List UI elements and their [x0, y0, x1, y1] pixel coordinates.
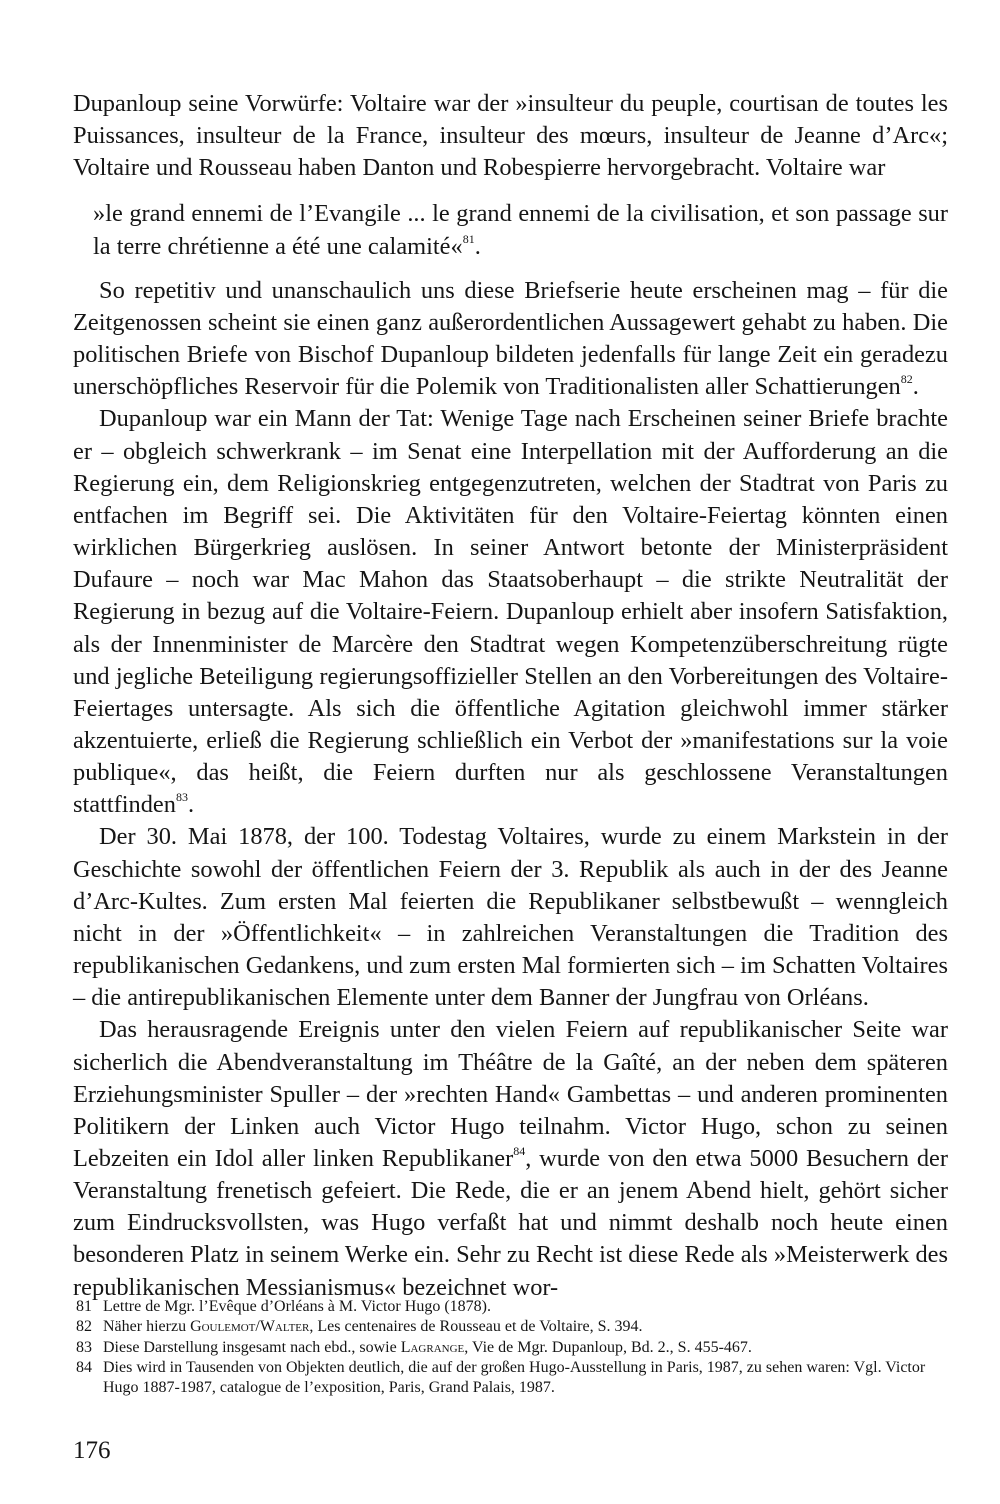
footnote-text: Lettre de Mgr. l’Evêque d’Orléans à M. Victor Hugo (1878).: [103, 1298, 491, 1315]
footnote-83: [76, 1338, 948, 1358]
footnote-ref-81: 81: [462, 231, 475, 246]
paragraph-3-end: .: [187, 791, 195, 819]
paragraph-3: [73, 403, 948, 821]
footnote-number: 81: [76, 1298, 92, 1315]
footnote-text-pre: Näher hierzu: [103, 1318, 191, 1336]
footnote-text-post: , Les centenaires de Rousseau et de Voltaire, S. 394.: [309, 1318, 643, 1336]
paragraph-2: [73, 275, 948, 404]
paragraph-2-end: .: [912, 373, 919, 401]
block-quote: [73, 198, 948, 262]
footnote-ref-83: 83: [175, 790, 188, 805]
footnote-84: [76, 1358, 948, 1399]
quote-end: .: [474, 232, 481, 260]
main-text: [73, 88, 948, 1304]
paragraph-2-text: So repetitiv und unanschaulich uns diese Briefserie heute erscheinen mag – für die Zeitgenossen scheint sie einen ganz außerordentlichen Aussagewert gehabt zu haben. Die politischen Briefe von Bischof Dupanloup bildeten jedenfalls für lange Zeit ein geradezu unerschöpfliches Reservoir für die Polemik von Traditionalisten aller Schattierungen: [73, 276, 948, 401]
footnote-text: [103, 1317, 948, 1337]
paragraph-5: [73, 1014, 948, 1303]
paragraph-3-text: Dupanloup war ein Mann der Tat: Wenige Tage nach Erscheinen seiner Briefe brachte er – obgleich schwerkrank – im Senat eine Interpellation mit der Aufforderung an die Regierung ein, dem Religionskrieg entgegenzutreten, welchen der Stadtrat von Paris zu entfachen im Begriff sei. Die Aktivitäten für den Voltaire-Feiertag könnten einen wirklichen Bürgerkrieg auslösen. In seiner Antwort betonte der Ministerpräsident Dufaure – noch war Mac Mahon das Staatsoberhaupt – die strikte Neutralität der Regierung in bezug auf die Voltaire-Feiern. Dupanloup erhielt aber insofern Satisfaktion, als der Innenminister de Marcère den Stadtrat wegen Kompetenzüberschreitung rügte und jegliche Beteiligung regierungsoffizieller Stellen an den Vorbereitungen des Voltaire-Feiertages untersagte. Als sich die öffentliche Agitation gleichwohl immer stärker akzentuierte, erließ die Regierung schließlich ein Verbot der »manifestations sur la voie publique«, das heißt, die Feiern durften nur als geschlossene Veranstaltungen stattfinden: [73, 405, 948, 819]
footnote-text: Dies wird in Tausenden von Objekten deutlich, die auf der großen Hugo-Ausstellung in Paris, 1987, zu sehen waren: Vgl. Victor Hugo 1887-1987, catalogue de l’exposition, Paris, Grand Palais, 1987.: [103, 1358, 926, 1397]
footnote-ref-84: 84: [513, 1143, 526, 1158]
footnote-text-pre: Diese Darstellung insgesamt nach ebd., sowie: [103, 1338, 401, 1356]
footnote-text: [103, 1338, 948, 1358]
footnote-author: Goulemot/Walter: [190, 1318, 310, 1336]
footnote-ref-82: 82: [900, 372, 913, 387]
footnote-text-post: , Vie de Mgr. Dupanloup, Bd. 2., S. 455-467.: [464, 1338, 752, 1356]
paragraph-5-text-a: Das herausragende Ereignis unter den vielen Feiern auf republikanischer Seite war sicherlich die Abendveranstaltung im Théâtre de la Gaîté, an der neben dem späteren Erziehungsminister Spuller – der »rechten Hand« Gambettas – und anderen prominenten Politikern der Linken auch Victor Hugo teilnahm. Victor Hugo, schon zu seinen Lebzeiten ein Idol aller linken Republikaner: [73, 1016, 948, 1172]
paragraph-4: Der 30. Mai 1878, der 100. Todestag Voltaires, wurde zu einem Markstein in der Geschichte sowohl der öffentlichen Feiern der 3. Republik als auch in der des Jeanne d’Arc-Kultes. Zum ersten Mal feierten die Republikaner selbstbewußt – wenngleich nicht in der »Öffentlichkeit« – in zahlreichen Veranstaltungen die Tradition des republikanischen Gedankens, und zum ersten Mal formierten sich – im Schatten Voltaires – die antirepublikanischen Elemente unter dem Banner der Jungfrau von Orléans.: [73, 823, 948, 1012]
footnote-number: 84: [76, 1358, 92, 1376]
footnote-number: 83: [76, 1338, 92, 1356]
quote-text: »le grand ennemi de l’Evangile ... le grand ennemi de la civilisation, et son passage sur la terre chrétienne a été une calamité«: [93, 200, 948, 260]
footnote-author: Lagrange: [400, 1338, 465, 1356]
footnote-number: 82: [76, 1318, 92, 1336]
page-number: 176: [73, 1437, 111, 1464]
footnote-81: [76, 1297, 948, 1317]
paragraph-5-text-b: , wurde von den etwa 5000 Besuchern der Veranstaltung frenetisch gefeiert. Die Rede, die er an jenem Abend hielt, gehört sicher zum Eindrucksvollsten, was Hugo verfaßt hat und nimmt deshalb noch heute einen besonderen Platz in seinem Werke ein. Sehr zu Recht ist diese Rede als »Meisterwerk des republikanischen Messianismus« bezeichnet wor-: [73, 1145, 948, 1301]
footnote-82: [76, 1317, 948, 1337]
paragraph-1: Dupanloup seine Vorwürfe: Voltaire war der »insulteur du peuple, courtisan de toutes les Puissances, insulteur de la France, insulteur des mœurs, insulteur de Jeanne d’Arc«; Voltaire und Rousseau haben Danton und Robespierre hervorgebracht. Voltaire war: [73, 90, 948, 182]
footnotes: [76, 1297, 948, 1398]
